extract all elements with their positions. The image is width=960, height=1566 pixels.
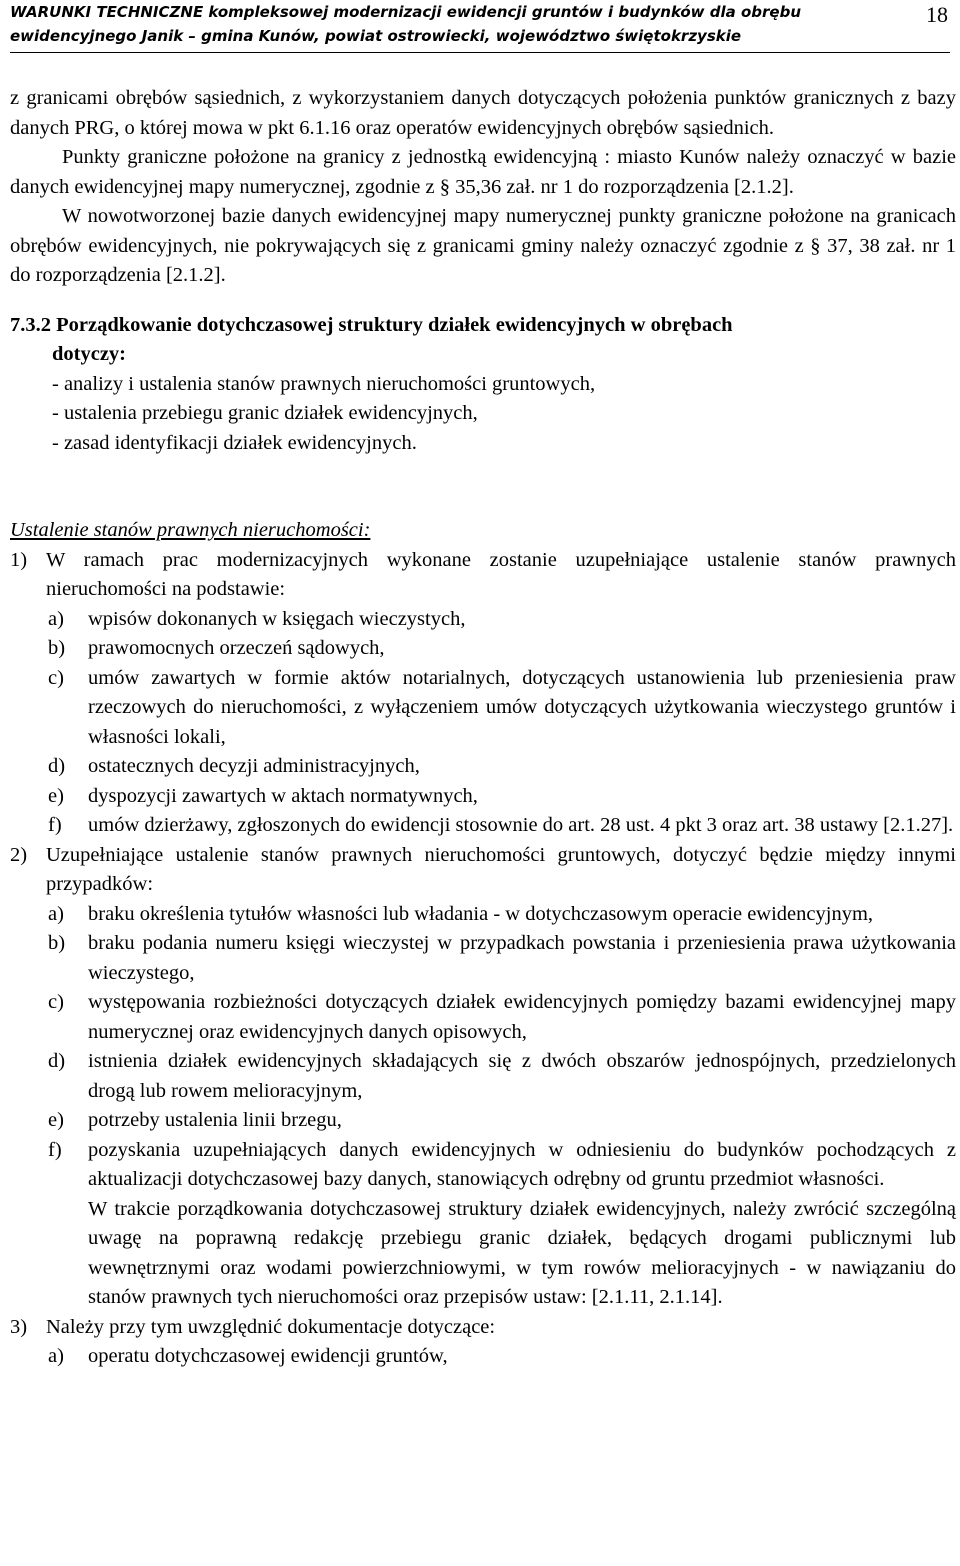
item-letter: b) (48, 932, 66, 954)
lettered-item-text: istnienia działek ewidencyjnych składających się z dwóch obszarów jednospójnych, przedzielonych drogą lub rowem melioracyjnym, (88, 1050, 956, 1102)
item-text: W ramach prac modernizacyjnych wykonane zostanie uzupełniające ustalenie stanów prawnych nieruchomości na podstawie: (46, 548, 956, 600)
lettered-item (48, 988, 956, 1047)
header-title-line-1: WARUNKI TECHNICZNE kompleksowej modernizacji ewidencji gruntów i budynków dla obrębu (10, 3, 802, 21)
lettered-item-text: ostatecznych decyzji administracyjnych, (88, 755, 420, 777)
section-title: 7.3.2 Porządkowanie dotychczasowej struktury działek ewidencyjnych w obrębach (10, 313, 733, 336)
lettered-item (48, 752, 956, 782)
scope-list-item: - ustalenia przebiegu granic działek ewidencyjnych, (52, 402, 478, 424)
item-letter: f) (48, 814, 62, 836)
lettered-item (48, 811, 956, 841)
item-letter: a) (48, 1345, 64, 1367)
page-number: 18 (926, 2, 948, 27)
item-number: 2) (10, 843, 28, 866)
lettered-item-text: braku określenia tytułów własności lub władania - w dotychczasowym operacie ewidencyjnym, (88, 902, 874, 925)
item-letter: b) (48, 637, 66, 659)
section-scope-list (10, 370, 956, 459)
item-letter: e) (48, 1109, 64, 1131)
lettered-item (48, 900, 956, 930)
lettered-list (46, 900, 956, 1195)
item-letter: f) (48, 1138, 62, 1161)
item-letter: d) (48, 1050, 66, 1072)
item-number: 3) (10, 1315, 28, 1338)
lettered-item (48, 929, 956, 988)
lettered-item-text: prawomocnych orzeczeń sądowych, (88, 637, 385, 659)
paragraph-boundary-points-kunow: Punkty graniczne położone na granicy z jednostką ewidencyjną : miasto Kunów należy oznaczyć w bazie danych ewidencyjnej mapy numerycznej, zgodnie z § 35,36 zał. nr 1 do rozporządzenia [2.1.2]. (10, 146, 956, 198)
item-letter: c) (48, 991, 64, 1013)
item-letter: e) (48, 784, 64, 807)
lettered-item-text: dyspozycji zawartych w aktach normatywnych, (88, 784, 478, 807)
subsection-title: Ustalenie stanów prawnych nieruchomości: (10, 519, 371, 541)
section-title-continuation: dotyczy: (52, 343, 127, 365)
lettered-list (46, 605, 956, 841)
note-wrapper (46, 1195, 956, 1313)
item-letter: a) (48, 902, 64, 925)
numbered-item-2 (10, 841, 956, 1313)
lettered-item-text: braku podania numeru księgi wieczystej w przypadkach powstania i przeniesienia prawa użytkowania wieczystego, (88, 932, 956, 984)
lettered-item (48, 1136, 956, 1195)
note-paragraph: W trakcie porządkowania dotychczasowej struktury działek ewidencyjnych, należy zwrócić szczególną uwagę na poprawną redakcję przebiegu granic działek, będących drogami publicznymi lub wewnętrznymi oraz wodami powierzchniowymi, w tym rowów melioracyjnych - w nawiązaniu do stanów prawnych tych nieruchomości oraz przepisów ustaw: [2.1.11, 2.1.14]. (88, 1197, 956, 1308)
header-title-line-2: ewidencyjnego Janik – gmina Kunów, powiat ostrowiecki, województwo świętokrzyskie (10, 27, 742, 45)
numbered-item-1 (10, 546, 956, 841)
lettered-item-text: pozyskania uzupełniających danych ewidencyjnych w odniesieniu do budynków pochodzących z aktualizacji dotychczasowej bazy danych, stanowiących odrębny od gruntu przedmiot własności. (88, 1138, 956, 1190)
scope-list-item: - zasad identyfikacji działek ewidencyjnych. (52, 431, 417, 454)
lettered-item-text: umów zawartych w formie aktów notarialnych, dotyczących ustanowienia lub przeniesienia praw rzeczowych do nieruchomości, z wyłączeniem umów dotyczących użytkowania wieczystego gruntów i własności lokali, (88, 666, 956, 748)
lettered-list (46, 1342, 956, 1372)
item-letter: d) (48, 755, 66, 777)
lettered-item-text: potrzeby ustalenia linii brzegu, (88, 1109, 342, 1131)
item-text: Uzupełniające ustalenie stanów prawnych nieruchomości gruntowych, dotyczyć będzie między innymi przypadków: (46, 843, 956, 895)
lettered-item-text: występowania rozbieżności dotyczących działek ewidencyjnych pomiędzy bazami ewidencyjnej mapy numerycznej oraz ewidencyjnych danych opisowych, (88, 991, 956, 1043)
lettered-item (48, 664, 956, 753)
lettered-item (48, 1342, 956, 1372)
header-title (10, 0, 870, 48)
section-heading-7-3-2 (10, 311, 956, 370)
numbered-item-3 (10, 1313, 956, 1372)
item-letter: a) (48, 607, 64, 630)
lettered-item-text: umów dzierżawy, zgłoszonych do ewidencji stosownie do art. 28 ust. 4 pkt 3 oraz art. 38 ustawy [2.1.27]. (88, 814, 954, 836)
item-letter: c) (48, 666, 64, 689)
lettered-item (48, 782, 956, 812)
paragraph-boundary-neighbours: z granicami obrębów sąsiednich, z wykorzystaniem danych dotyczących położenia punktów granicznych z bazy danych PRG, o której mowa w pkt 6.1.16 oraz operatów ewidencyjnych obrębów sąsiednich. (10, 87, 956, 139)
item-text: Należy przy tym uwzględnić dokumentacje dotyczące: (46, 1315, 496, 1338)
header-divider (10, 52, 950, 53)
lettered-item (48, 1047, 956, 1106)
scope-list-item: - analizy i ustalenia stanów prawnych nieruchomości gruntowych, (52, 372, 596, 395)
paragraph-boundary-points-new-database: W nowotworzonej bazie danych ewidencyjnej mapy numerycznej punkty graniczne położone na granicach obrębów ewidencyjnych, nie pokrywających się z granicami gminy należy oznaczyć zgodnie z § 37, 38 zał. nr 1 do rozporządzenia [2.1.2]. (10, 205, 956, 286)
lettered-item (48, 634, 956, 664)
lettered-item-text: wpisów dokonanych w księgach wieczystych, (88, 607, 466, 630)
lettered-item (48, 1106, 956, 1136)
lettered-item-text: operatu dotychczasowej ewidencji gruntów, (88, 1345, 448, 1367)
page-header (10, 0, 950, 50)
document-body (10, 84, 956, 1372)
lettered-item (48, 605, 956, 635)
item-number: 1) (10, 548, 28, 571)
